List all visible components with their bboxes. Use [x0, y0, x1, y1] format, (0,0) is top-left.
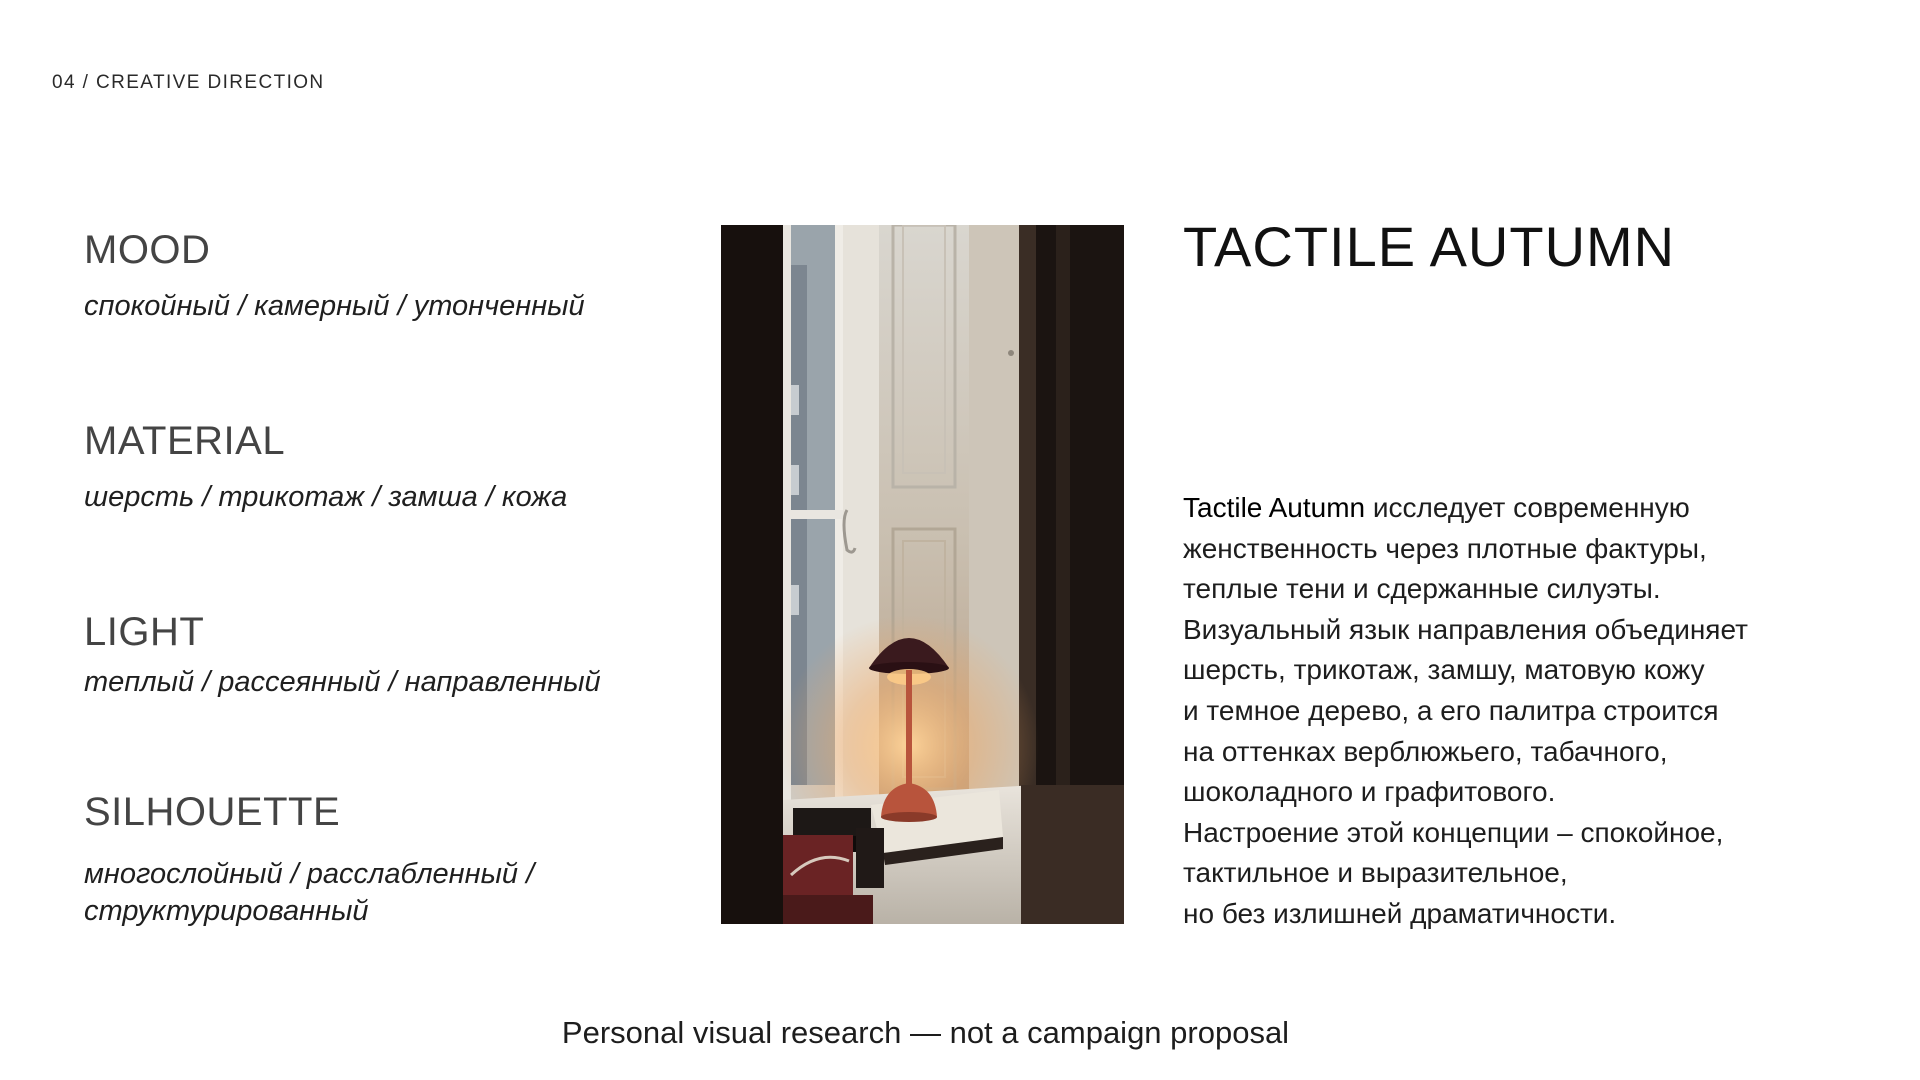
description-line: шоколадного и графитового. [1183, 776, 1556, 808]
description-line: тактильное и выразительное, [1183, 857, 1568, 889]
attribute-text: теплый / рассеянный / направленный [84, 666, 601, 698]
attribute-heading: MATERIAL [84, 419, 286, 463]
attribute-silhouette [84, 790, 684, 930]
attribute-heading: MOOD [84, 228, 211, 272]
description-line: шерсть, трикотаж, замшу, матовую кожу [1183, 654, 1705, 686]
attribute-light [84, 610, 684, 701]
mood-photo [721, 225, 1124, 924]
attribute-material [84, 419, 684, 516]
description-lead-rest: исследует современную [1365, 492, 1690, 523]
concept-name-strong: Tactile Autumn [1183, 492, 1366, 523]
attribute-mood [84, 228, 684, 325]
attribute-heading: SILHOUETTE [84, 790, 341, 834]
description-line: Настроение этой концепции – спокойное, [1183, 816, 1724, 848]
description-line: теплые тени и сдержанные силуэты. [1183, 573, 1661, 605]
description-line [1183, 488, 1823, 529]
attribute-text-line: многослойный / расслабленный / [84, 858, 535, 890]
description-line: и темное дерево, а его палитра строится [1183, 694, 1719, 726]
attribute-text-line: структурированный [84, 894, 369, 927]
shutter-knob [1008, 350, 1014, 356]
footer-note: Personal visual research — not a campaign proposal [561, 1015, 1290, 1050]
wall-left [721, 225, 783, 924]
description-line: женственность через плотные фактуры, [1183, 532, 1707, 564]
description-line: на оттенках верблюжьего, табачного, [1183, 735, 1668, 767]
description-line: но без излишней драматичности. [1183, 897, 1617, 929]
concept-title: TACTILE AUTUMN [1183, 215, 1676, 278]
window-lamp-illustration [721, 225, 1124, 924]
section-tag: 04 / CREATIVE DIRECTION [52, 72, 325, 93]
concept-description [1183, 488, 1823, 935]
attribute-heading: LIGHT [84, 610, 205, 654]
attribute-text [84, 856, 684, 930]
attribute-text: спокойный / камерный / утонченный [84, 290, 585, 322]
lamp-stem [906, 670, 912, 785]
attribute-text: шерсть / трикотаж / замша / кожа [84, 481, 568, 513]
description-line: Визуальный язык направления объединяет [1183, 613, 1748, 645]
